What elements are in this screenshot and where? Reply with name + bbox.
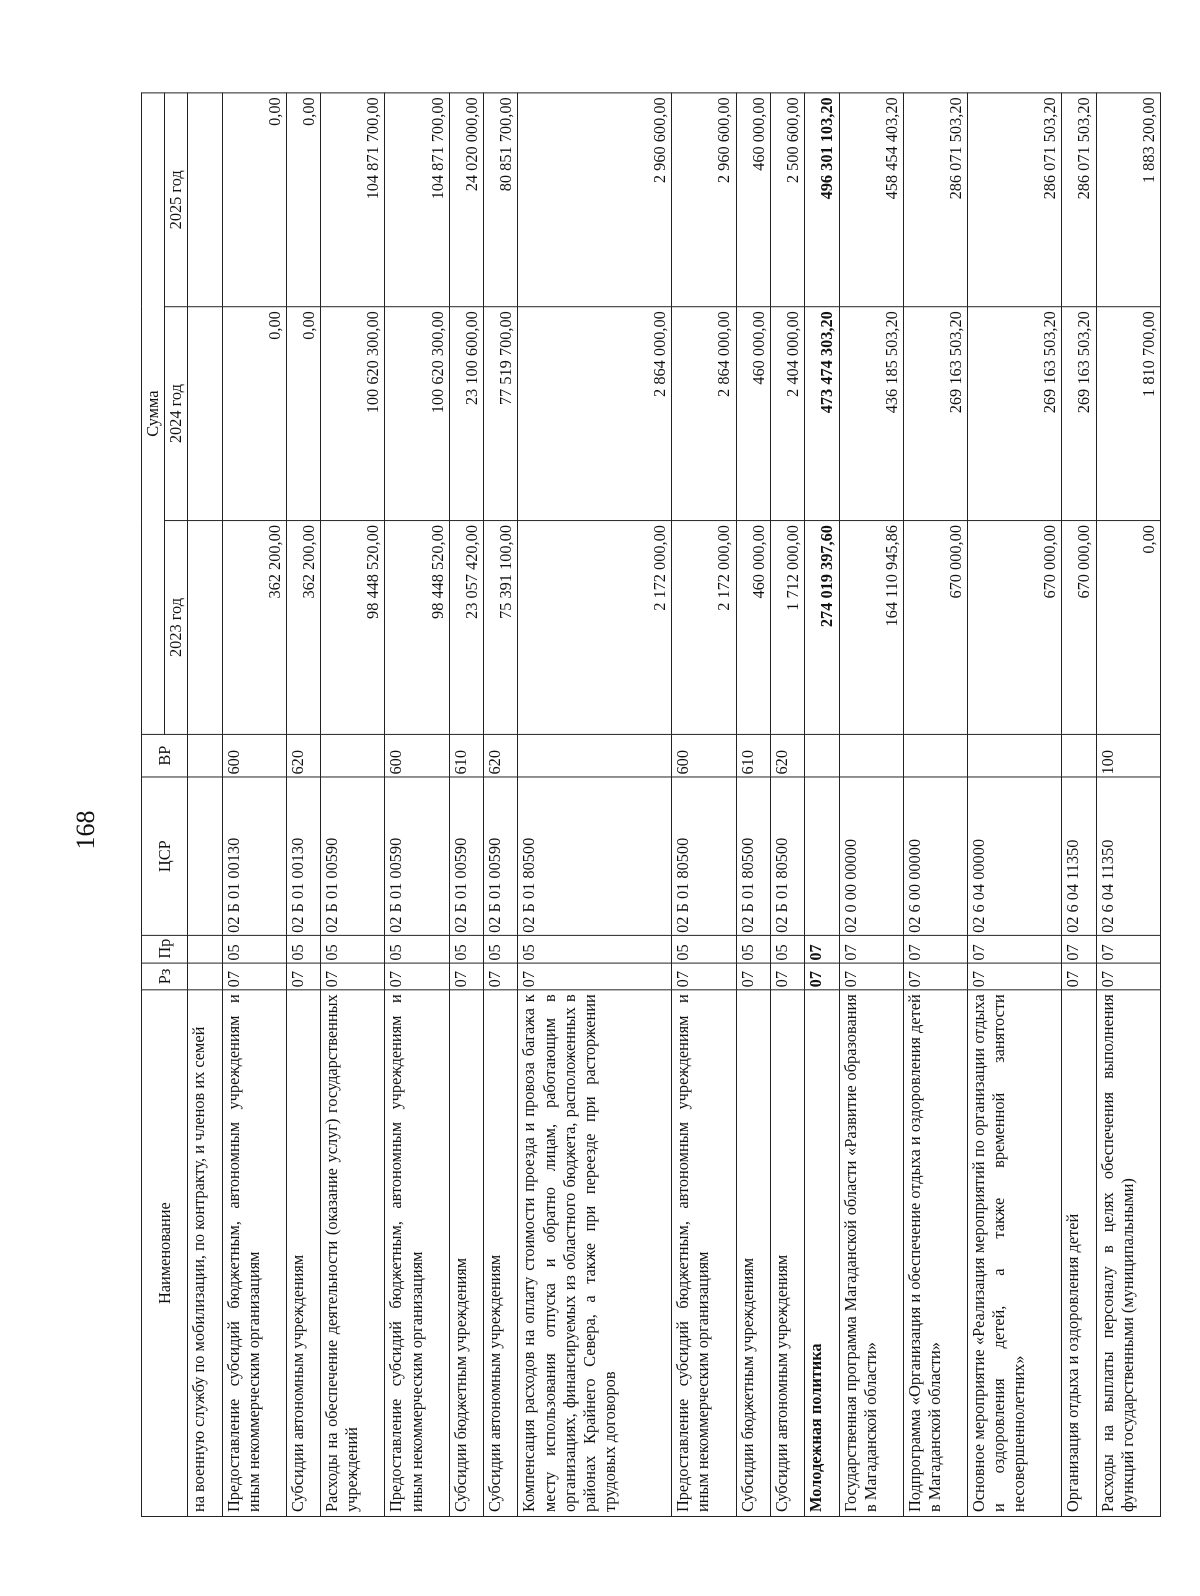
cell-csr: 02 Б 01 00590 [385, 777, 449, 935]
cell-2025: 104 871 700,00 [321, 93, 385, 307]
cell-pr: 05 [484, 935, 518, 963]
table-row [484, 93, 518, 1517]
cell-rz: 07 [385, 963, 449, 990]
cell-2024: 77 519 700,00 [484, 307, 518, 521]
cell-vr: 610 [736, 734, 770, 777]
cell-2023: 2 172 000,00 [672, 521, 736, 735]
table-row [222, 93, 286, 1517]
cell-csr [188, 777, 222, 935]
header-pr: Пр [142, 935, 188, 963]
table-row [188, 93, 222, 1517]
cell-csr: 02 Б 01 80500 [736, 777, 770, 935]
cell-2023: 2 172 000,00 [518, 521, 672, 735]
cell-csr [805, 777, 839, 935]
table-row [286, 93, 320, 1517]
cell-2023 [188, 521, 222, 735]
cell-pr: 05 [736, 935, 770, 963]
cell-csr: 02 Б 01 00590 [449, 777, 483, 935]
cell-pr: 07 [839, 935, 903, 963]
cell-name: Расходы на выплаты персоналу в целях обеспечения выполнения функций государственными (муниципальными) [1096, 990, 1160, 1517]
cell-2024: 100 620 300,00 [385, 307, 449, 521]
cell-rz: 07 [1062, 963, 1096, 990]
cell-2023: 98 448 520,00 [321, 521, 385, 735]
cell-name: Основное мероприятие «Реализация мероприятий по организации отдыха и оздоровления детей, а также временной занятости несовершеннолетних» [968, 990, 1062, 1517]
cell-csr: 02 Б 01 80500 [518, 777, 672, 935]
cell-vr: 600 [385, 734, 449, 777]
cell-2025: 458 454 403,20 [839, 93, 903, 307]
cell-csr: 02 6 04 00000 [968, 777, 1062, 935]
cell-vr [903, 734, 967, 777]
cell-2025: 1 883 200,00 [1096, 93, 1160, 307]
table-row [518, 93, 672, 1517]
rotated-page [141, 93, 1161, 1517]
header-2024: 2024 год [165, 307, 188, 521]
cell-rz: 07 [805, 963, 839, 990]
header-2025: 2025 год [165, 93, 188, 307]
cell-csr: 02 6 00 00000 [903, 777, 967, 935]
cell-pr [188, 935, 222, 963]
cell-vr [321, 734, 385, 777]
cell-vr: 600 [672, 734, 736, 777]
cell-name: Подпрограмма «Организация и обеспечение отдыха и оздоровления детей в Магаданской области» [903, 990, 967, 1517]
cell-2025: 80 851 700,00 [484, 93, 518, 307]
cell-pr: 07 [805, 935, 839, 963]
cell-csr: 02 0 00 00000 [839, 777, 903, 935]
cell-name: Организация отдыха и оздоровления детей [1062, 990, 1096, 1517]
cell-csr: 02 Б 01 00130 [222, 777, 286, 935]
cell-pr: 07 [903, 935, 967, 963]
cell-2025: 2 960 600,00 [672, 93, 736, 307]
cell-name: Субсидии автономным учреждениям [286, 990, 320, 1517]
header-row [142, 93, 165, 1517]
cell-2024: 100 620 300,00 [321, 307, 385, 521]
cell-2024: 23 100 600,00 [449, 307, 483, 521]
header-rz: Рз [142, 963, 188, 990]
cell-vr [805, 734, 839, 777]
cell-name: Субсидии автономным учреждениям [484, 990, 518, 1517]
table-row [839, 93, 903, 1517]
cell-2023: 0,00 [1096, 521, 1160, 735]
cell-rz: 07 [839, 963, 903, 990]
cell-name: Субсидии бюджетным учреждениям [736, 990, 770, 1517]
cell-name: Предоставление субсидий бюджетным, автономным учреждениям и иным некоммерческим организациям [385, 990, 449, 1517]
cell-2024: 0,00 [222, 307, 286, 521]
cell-2025: 104 871 700,00 [385, 93, 449, 307]
cell-2025 [188, 93, 222, 307]
cell-rz: 07 [484, 963, 518, 990]
cell-2025: 286 071 503,20 [903, 93, 967, 307]
header-vr: ВР [142, 734, 188, 777]
cell-pr: 07 [968, 935, 1062, 963]
cell-csr: 02 Б 01 80500 [672, 777, 736, 935]
cell-2023: 670 000,00 [968, 521, 1062, 735]
cell-2024: 2 864 000,00 [518, 307, 672, 521]
header-sum: Сумма [142, 93, 165, 735]
cell-vr: 620 [286, 734, 320, 777]
cell-2025: 286 071 503,20 [1062, 93, 1096, 307]
cell-rz: 07 [222, 963, 286, 990]
cell-2024: 269 163 503,20 [903, 307, 967, 521]
cell-rz: 07 [736, 963, 770, 990]
cell-pr: 07 [1096, 935, 1160, 963]
cell-pr: 07 [1062, 935, 1096, 963]
cell-csr: 02 Б 01 00590 [321, 777, 385, 935]
cell-2023: 670 000,00 [1062, 521, 1096, 735]
cell-csr: 02 6 04 11350 [1096, 777, 1160, 935]
cell-2024: 269 163 503,20 [1062, 307, 1096, 521]
cell-rz: 07 [518, 963, 672, 990]
cell-name: Субсидии автономным учреждениям [770, 990, 804, 1517]
cell-rz: 07 [449, 963, 483, 990]
cell-2023: 23 057 420,00 [449, 521, 483, 735]
cell-2023: 164 110 945,86 [839, 521, 903, 735]
cell-rz: 07 [968, 963, 1062, 990]
cell-2023: 670 000,00 [903, 521, 967, 735]
cell-2025: 2 960 600,00 [518, 93, 672, 307]
cell-2024: 0,00 [286, 307, 320, 521]
cell-vr [839, 734, 903, 777]
cell-2025: 24 020 000,00 [449, 93, 483, 307]
cell-pr: 05 [222, 935, 286, 963]
table-row [321, 93, 385, 1517]
cell-pr: 05 [672, 935, 736, 963]
cell-2024: 473 474 303,20 [805, 307, 839, 521]
cell-2023: 1 712 000,00 [770, 521, 804, 735]
cell-pr: 05 [286, 935, 320, 963]
cell-csr: 02 Б 01 00130 [286, 777, 320, 935]
table-row [903, 93, 967, 1517]
cell-pr: 05 [518, 935, 672, 963]
cell-vr: 100 [1096, 734, 1160, 777]
cell-2025: 460 000,00 [736, 93, 770, 307]
cell-vr [188, 734, 222, 777]
cell-name: Субсидии бюджетным учреждениям [449, 990, 483, 1517]
cell-2024: 2 864 000,00 [672, 307, 736, 521]
cell-rz [188, 963, 222, 990]
cell-2024 [188, 307, 222, 521]
budget-table [141, 92, 1161, 1517]
cell-2024: 269 163 503,20 [968, 307, 1062, 521]
cell-2023: 98 448 520,00 [385, 521, 449, 735]
cell-vr [518, 734, 672, 777]
cell-2024: 2 404 000,00 [770, 307, 804, 521]
cell-rz: 07 [321, 963, 385, 990]
header-name: Наименование [142, 990, 188, 1517]
cell-2024: 436 185 503,20 [839, 307, 903, 521]
cell-vr: 620 [770, 734, 804, 777]
cell-pr: 05 [321, 935, 385, 963]
cell-pr: 05 [770, 935, 804, 963]
cell-name: Молодежная политика [805, 990, 839, 1517]
cell-2024: 460 000,00 [736, 307, 770, 521]
table-row [449, 93, 483, 1517]
cell-vr: 610 [449, 734, 483, 777]
table-row [770, 93, 804, 1517]
cell-vr: 620 [484, 734, 518, 777]
cell-name: Государственная программа Магаданской области «Развитие образования в Магаданской области» [839, 990, 903, 1517]
cell-pr: 05 [385, 935, 449, 963]
table-row [672, 93, 736, 1517]
cell-2023: 75 391 100,00 [484, 521, 518, 735]
header-2023: 2023 год [165, 521, 188, 735]
cell-2025: 0,00 [286, 93, 320, 307]
cell-pr: 05 [449, 935, 483, 963]
cell-name: Компенсация расходов на оплату стоимости проезда и провоза багажа к месту использования отпуска и обратно лицам, работающим в организациях, финансируемых из областного бюджета, расположенных в районах Крайнего Севера, а также при переезде при расторжении трудовых договоров [518, 990, 672, 1517]
cell-2025: 286 071 503,20 [968, 93, 1062, 307]
table-row [1062, 93, 1096, 1517]
cell-name: Предоставление субсидий бюджетным, автономным учреждениям и иным некоммерческим организациям [672, 990, 736, 1517]
cell-name: Предоставление субсидий бюджетным, автономным учреждениям и иным некоммерческим организациям [222, 990, 286, 1517]
table-row [385, 93, 449, 1517]
cell-2023: 362 200,00 [286, 521, 320, 735]
cell-csr: 02 Б 01 80500 [770, 777, 804, 935]
page-number: 168 [71, 810, 100, 850]
cell-2025: 496 301 103,20 [805, 93, 839, 307]
cell-rz: 07 [770, 963, 804, 990]
cell-2024: 1 810 700,00 [1096, 307, 1160, 521]
table-row [968, 93, 1062, 1517]
cell-rz: 07 [672, 963, 736, 990]
cell-2025: 2 500 600,00 [770, 93, 804, 307]
cell-vr [968, 734, 1062, 777]
table-row [1096, 93, 1160, 1517]
cell-rz: 07 [1096, 963, 1160, 990]
cell-vr [1062, 734, 1096, 777]
cell-2023: 460 000,00 [736, 521, 770, 735]
cell-name: на военную службу по мобилизации, по контракту, и членов их семей [188, 990, 222, 1517]
cell-csr: 02 Б 01 00590 [484, 777, 518, 935]
cell-rz: 07 [903, 963, 967, 990]
cell-csr: 02 6 04 11350 [1062, 777, 1096, 935]
cell-2023: 274 019 397,60 [805, 521, 839, 735]
header-csr: ЦСР [142, 777, 188, 935]
cell-vr: 600 [222, 734, 286, 777]
cell-2025: 0,00 [222, 93, 286, 307]
cell-name: Расходы на обеспечение деятельности (оказание услуг) государственных учреждений [321, 990, 385, 1517]
cell-2023: 362 200,00 [222, 521, 286, 735]
table-row-section [805, 93, 839, 1517]
cell-rz: 07 [286, 963, 320, 990]
table-row [736, 93, 770, 1517]
